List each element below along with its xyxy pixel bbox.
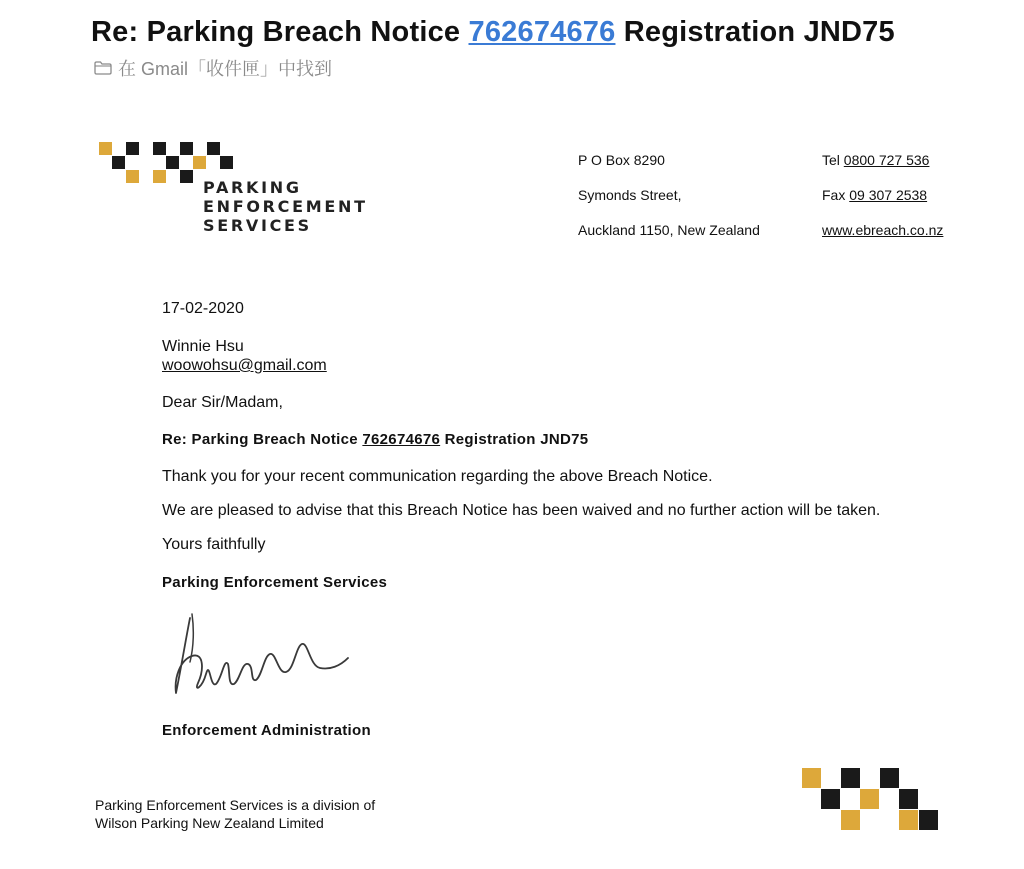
subject-suffix: Registration JND75 [615, 16, 895, 48]
email-subject [91, 16, 895, 49]
recipient-email-link[interactable]: woowohsu@gmail.com [162, 357, 327, 374]
paragraph-waived: We are pleased to advise that this Breach Notice has been waived and no further action will be taken. [162, 502, 881, 519]
tel-link[interactable]: 0800 727 536 [843, 152, 930, 168]
fax-line [822, 178, 943, 213]
subject-prefix: Re: Parking Breach Notice [91, 16, 469, 48]
company-logo [99, 142, 368, 235]
sender-department: Enforcement Administration [162, 722, 371, 739]
closing: Yours faithfully [162, 536, 266, 553]
letter-date: 17-02-2020 [162, 300, 244, 317]
footer-line: Wilson Parking New Zealand Limited [95, 815, 324, 831]
footer-checker-logo-icon [802, 768, 942, 830]
tel-label: Tel [822, 152, 840, 168]
website-line [822, 213, 943, 248]
recipient-name: Winnie Hsu [162, 338, 244, 355]
fax-link[interactable]: 09 307 2538 [849, 187, 928, 203]
signature-image [170, 608, 355, 703]
website-link[interactable]: www.ebreach.co.nz [822, 222, 944, 238]
footer-line: Parking Enforcement Services is a division of [95, 797, 376, 813]
address-line: Symonds Street, [578, 187, 682, 203]
salutation: Dear Sir/Madam, [162, 394, 283, 411]
folder-icon [94, 61, 112, 75]
address-line: P O Box 8290 [578, 152, 665, 168]
logo-line-services: SERVICES [203, 216, 312, 235]
logo-line-parking: PARKING [203, 178, 302, 197]
re-prefix: Re: Parking Breach Notice [162, 431, 363, 448]
logo-line-enforcement: ENFORCEMENT [203, 197, 368, 216]
logo-text [203, 178, 368, 235]
folder-label: 在 Gmail「收件匣」中找到 [118, 59, 333, 79]
fax-label: Fax [822, 187, 846, 203]
re-line [162, 431, 588, 448]
breach-number-link[interactable]: 762674676 [468, 16, 616, 48]
tel-line [822, 143, 943, 178]
paragraph-thanks: Thank you for your recent communication regarding the above Breach Notice. [162, 468, 713, 485]
re-breach-number-link[interactable]: 762674676 [362, 431, 441, 448]
sender-organization: Parking Enforcement Services [162, 574, 388, 591]
contact-details [822, 143, 943, 248]
postal-address [578, 143, 760, 248]
address-line: Auckland 1150, New Zealand [578, 222, 760, 238]
re-suffix: Registration JND75 [440, 431, 589, 448]
footer-note [95, 796, 375, 832]
gmail-folder-location[interactable] [94, 55, 332, 81]
